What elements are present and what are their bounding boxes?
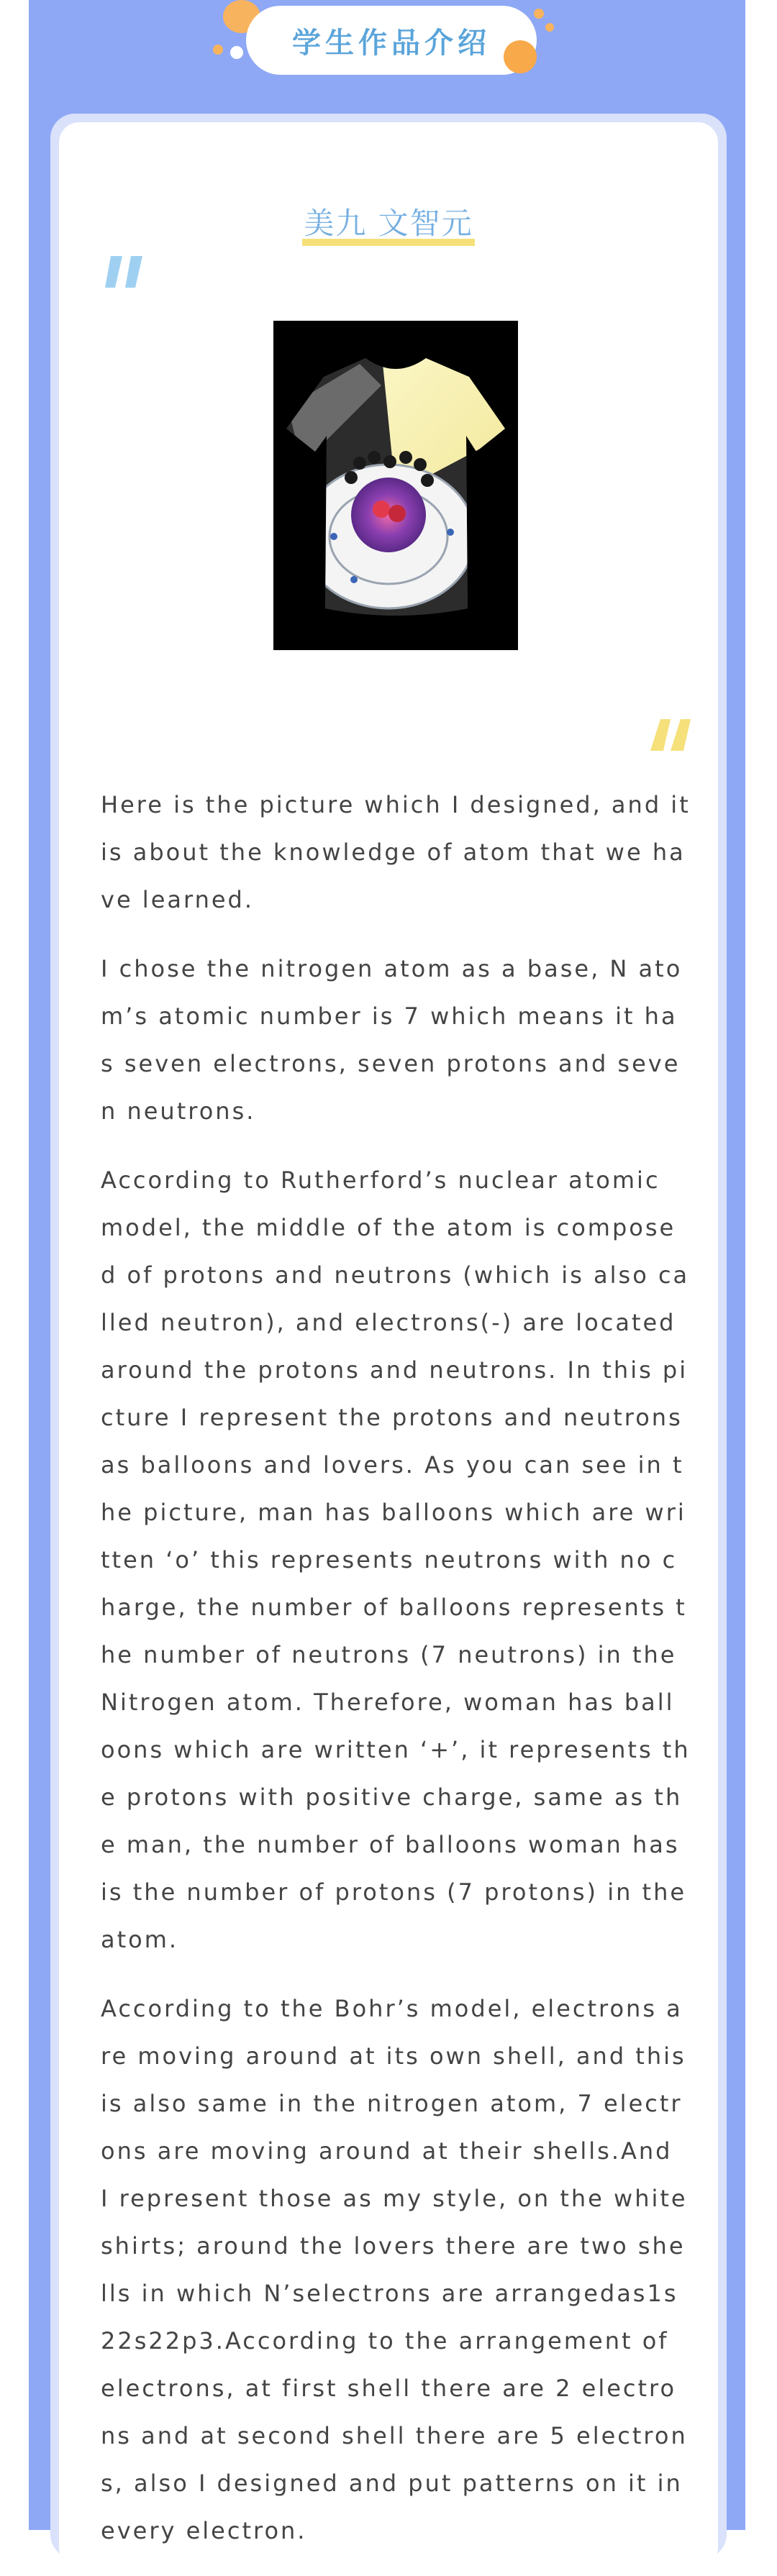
decor-dot — [504, 40, 537, 73]
section-title: 学生作品介绍 — [292, 26, 491, 60]
decor-dot — [227, 43, 246, 62]
paragraph: I chose the nitrogen atom as a base, N atom’s atomic number is 7 which means it has seven electrons, seven protons and seven neutrons. — [101, 955, 683, 1125]
paragraph: Here is the picture which I designed, and it is about the knowledge of atom that we have learned. — [101, 791, 691, 913]
close-quote-icon — [650, 719, 691, 754]
section-banner — [246, 6, 537, 75]
paragraph: According to Rutherford’s nuclear atomic model, the middle of the atom is composed of protons and neutrons (which is also called neutron), and electrons(-) are located around the protons and neutrons. In this picture I represent the protons and neutrons as balloons and lovers. As you can see in the picture, man has balloons which are written ‘o’ this represents neutrons with no charge, the number of balloons represents the number of neutrons (7 neutrons) in the Nitrogen atom. Therefore, woman has balloons which are written ‘+’, it represents the protons with positive charge, same as the man, the number of balloons woman has is the number of protons (7 protons) in the atom. — [101, 1166, 691, 1953]
decor-dot — [534, 9, 544, 19]
student-name: 美九 文智元 — [302, 200, 474, 246]
article-body — [101, 781, 691, 2576]
paragraph: According to the Bohr’s model, electrons are moving around at its own shell, and this is also same in the nitrogen atom, 7 electrons are moving around at their shells.And I represent those as my style, on the white shirts; around the lovers there are two shells in which N’selectrons are arrangedas1s22s22p3.According to the arrangement of electrons, at first shell there are 2 electrons and at second shell there are 5 electrons, also I designed and put patterns on it in every electron. — [101, 1995, 688, 2544]
open-quote-icon — [105, 256, 145, 291]
student-name-block — [0, 200, 777, 246]
decor-dot — [213, 45, 223, 55]
tshirt-icon — [273, 321, 518, 650]
artwork-image — [273, 321, 518, 650]
decor-dot — [545, 23, 554, 32]
